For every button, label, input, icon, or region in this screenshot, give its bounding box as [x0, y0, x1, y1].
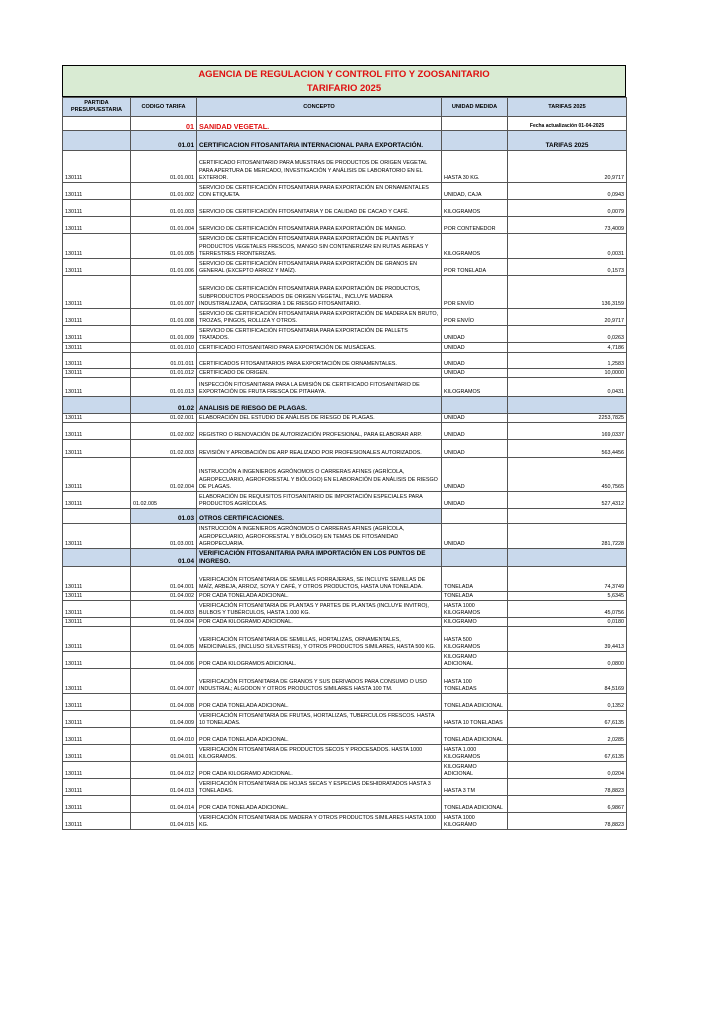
code-cell: 01.04.010: [131, 728, 197, 745]
tarifa-cell: 1,2583: [508, 353, 627, 369]
tariff-row: [63, 440, 627, 458]
code-cell: 01.02.002: [131, 423, 197, 440]
unidad-cell: UNIDAD: [442, 369, 508, 378]
code-cell: 01.04.009: [131, 711, 197, 728]
unidad-cell: KILOGRAMO: [442, 618, 508, 627]
section-name: SANIDAD VEGETAL.: [197, 117, 442, 131]
partida-cell: 130111: [63, 728, 131, 745]
tarifa-cell: 281,7228: [508, 524, 627, 549]
unidad-cell: TONELADA: [442, 592, 508, 601]
concept-cell: ELABORACIÓN DE REQUISITOS FITOSANITARIO DE IMPORTACIÓN ESPECIALES PARA PRODUCTOS AGRÍCOLAS.: [197, 492, 442, 509]
partida-cell: 130111: [63, 762, 131, 779]
subsection-code: 01.03: [131, 509, 197, 524]
concept-cell: REVISIÓN Y APROBACIÓN DE ARP REALIZADO POR PROFESIONALES AUTORIZADOS.: [197, 440, 442, 458]
subsection-tarifa: [508, 397, 627, 414]
tarifa-cell: 20,9717: [508, 151, 627, 183]
partida-cell: 130111: [63, 813, 131, 830]
code-cell: 01.04.005: [131, 627, 197, 652]
tariff-row: [63, 567, 627, 592]
tarifa-cell: 67,6135: [508, 745, 627, 762]
subsection-tarifa: [508, 509, 627, 524]
unidad-cell: UNIDAD: [442, 492, 508, 509]
tariff-row: [63, 458, 627, 492]
code-cell: 01.01.012: [131, 369, 197, 378]
concept-cell: POR CADA TONELADA ADICIONAL.: [197, 694, 442, 711]
code-cell: 01.02.003: [131, 440, 197, 458]
concept-cell: CERTIFICADO FITOSANITARIO PARA EXPORTACIÓN DE MUSÁCEAS.: [197, 343, 442, 353]
unidad-cell: TONELADA ADICIONAL: [442, 728, 508, 745]
partida-cell: 130111: [63, 745, 131, 762]
concept-cell: VERIFICACIÓN FITOSANITARIA DE FRUTAS, HORTALIZAS, TUBERCULOS FRESCOS. HASTA 10 TONELADAS.: [197, 711, 442, 728]
subsection-row: [63, 397, 627, 414]
col-tarifas-header: TARIFAS 2025: [508, 98, 627, 117]
subsection-row: [63, 131, 627, 151]
code-cell: 01.04.013: [131, 779, 197, 796]
code-cell: 01.01.011: [131, 353, 197, 369]
concept-cell: POR CADA KILOGRAMOS ADICIONAL.: [197, 652, 442, 669]
code-cell: 01.04.004: [131, 618, 197, 627]
concept-cell: POR CADA TONELADA ADICIONAL.: [197, 728, 442, 745]
unidad-cell: KILOGRAMOS: [442, 234, 508, 259]
concept-cell: INSPECCIÓN FITOSANITARIA PARA LA EMISIÓN DE CERTIFICADO FITOSANITARIO DE EXPORTACIÓN DE FRUTA FRESCA DE PITAHAYA.: [197, 378, 442, 397]
code-cell: 01.01.003: [131, 200, 197, 217]
unidad-cell: KILOGRAMO ADICIONAL: [442, 762, 508, 779]
tarifa-cell: 4,7186: [508, 343, 627, 353]
concept-cell: SERVICIO DE CERTIFICACIÓN FITOSANITARIA PARA EXPORTACIÓN DE PLANTAS Y PRODUCTOS VEGETALES FRESCOS, MANGO SIN CONTENERIZAR EN RUTAS AEREAS Y TERRESTRES FRONTERIZAS.: [197, 234, 442, 259]
code-cell: 01.01.013: [131, 378, 197, 397]
unidad-cell: KILOGRAMOS: [442, 200, 508, 217]
unidad-cell: HASTA 10 TONELADAS: [442, 711, 508, 728]
tarifa-cell: 0,0079: [508, 200, 627, 217]
partida-cell: 130111: [63, 423, 131, 440]
code-cell: 01.01.002: [131, 183, 197, 200]
tariff-row: [63, 601, 627, 618]
partida-cell: 130111: [63, 694, 131, 711]
code-cell: 01.02.001: [131, 414, 197, 423]
subsection-unidad: [442, 549, 508, 567]
tariff-row: [63, 694, 627, 711]
unidad-cell: POR ENVÍO: [442, 309, 508, 326]
unidad-cell: HASTA 500 KILOGRAMOS: [442, 627, 508, 652]
tarifa-cell: 5,6345: [508, 592, 627, 601]
tariff-row: [63, 745, 627, 762]
unidad-cell: HASTA 100 TONELADAS: [442, 669, 508, 694]
code-cell: 01.04.006: [131, 652, 197, 669]
document-header: [62, 65, 626, 97]
unidad-cell: UNIDAD: [442, 423, 508, 440]
tariff-row: [63, 326, 627, 343]
tarifa-cell: 136,3159: [508, 276, 627, 309]
tarifa-cell: 73,4009: [508, 217, 627, 234]
tarifa-cell: 6,9867: [508, 796, 627, 813]
concept-cell: POR CADA KILOGRAMO ADICIONAL.: [197, 618, 442, 627]
partida-cell: 130111: [63, 779, 131, 796]
partida-cell: 130111: [63, 592, 131, 601]
code-cell: 01.01.005: [131, 234, 197, 259]
code-cell: 01.04.003: [131, 601, 197, 618]
tariff-row: [63, 762, 627, 779]
col-concepto-header: CONCEPTO: [197, 98, 442, 117]
tarifa-cell: 0,0204: [508, 762, 627, 779]
tarifa-cell: 0,0263: [508, 326, 627, 343]
partida-cell: 130111: [63, 669, 131, 694]
subsection-row: [63, 549, 627, 567]
partida-cell: 130111: [63, 652, 131, 669]
tariff-row: [63, 423, 627, 440]
tariff-row: [63, 378, 627, 397]
subsection-title: CERTIFICACION FITOSANITARIA INTERNACIONAL PARA EXPORTACIÓN.: [197, 131, 442, 151]
partida-cell: 130111: [63, 414, 131, 423]
partida-cell: 130111: [63, 711, 131, 728]
document-subtitle: TARIFARIO 2025: [306, 83, 382, 94]
tarifa-cell: 450,7565: [508, 458, 627, 492]
section-row: [63, 117, 627, 131]
code-cell: 01.04.002: [131, 592, 197, 601]
subsection-title: VERIFICACIÓN FITOSANITARIA PARA IMPORTACIÓN EN LOS PUNTOS DE INGRESO.: [197, 549, 442, 567]
partida-cell: 130111: [63, 353, 131, 369]
tariff-row: [63, 259, 627, 276]
concept-cell: VERIFICACIÓN FITOSANITARIA DE HOJAS SECAS Y ESPECIAS DESHIDRATADOS HASTA 3 TONELADAS.: [197, 779, 442, 796]
code-cell: 01.01.008: [131, 309, 197, 326]
tariff-row: [63, 779, 627, 796]
partida-cell: 130111: [63, 151, 131, 183]
document-title: AGENCIA DE REGULACION Y CONTROL FITO Y ZOOSANITARIO: [198, 69, 490, 80]
concept-cell: CERTIFICADOS FITOSANITARIOS PARA EXPORTACIÓN DE ORNAMENTALES.: [197, 353, 442, 369]
tariff-row: [63, 414, 627, 423]
unidad-cell: KILOGRAMOS: [442, 378, 508, 397]
unidad-cell: UNIDAD: [442, 458, 508, 492]
unidad-cell: POR TONELADA: [442, 259, 508, 276]
tariff-row: [63, 183, 627, 200]
unidad-cell: TONELADA ADICIONAL: [442, 694, 508, 711]
col-codigo-header: CODIGO TARIFA: [131, 98, 197, 117]
subsection-partida: [63, 509, 131, 524]
unidad-cell: POR CONTENEDOR: [442, 217, 508, 234]
tarifa-cell: 78,8823: [508, 813, 627, 830]
concept-cell: CERTIFICADO FITOSANITARIO PARA MUESTRAS DE PRODUCTOS DE ORIGEN VEGETAL PARA APERTURA DE MERCADO, INVESTIGACIÓN Y ANÁLISIS DE LABORATORIO EN EL EXTERIOR.: [197, 151, 442, 183]
code-cell: 01.04.001: [131, 567, 197, 592]
subsection-title: ANALISIS DE RIESGO DE PLAGAS.: [197, 397, 442, 414]
unidad-cell: POR ENVÍO: [442, 276, 508, 309]
tariff-row: [63, 652, 627, 669]
concept-cell: SERVICIO DE CERTIFICACIÓN FITOSANITARIA PARA EXPORTACIÓN DE MANGO.: [197, 217, 442, 234]
unidad-cell: KILOGRAMO ADICIONAL: [442, 652, 508, 669]
tarifa-cell: 10,0000: [508, 369, 627, 378]
concept-cell: SERVICIO DE CERTIFICACIÓN FITOSANITARIA PARA EXPORTACIÓN DE PALLETS TRATADOS.: [197, 326, 442, 343]
tariff-row: [63, 728, 627, 745]
concept-cell: INSTRUCCIÓN A INGENIEROS AGRÓNOMOS O CARRERAS AFINES (AGRÍCOLA, AGROPECUARIO, AGROFORESTAL Y BIÓLOGO) EN ELABORACIÓN DE ANÁLISIS DE RIESGO DE PLAGAS.: [197, 458, 442, 492]
tariff-row: [63, 309, 627, 326]
partida-cell: 130111: [63, 326, 131, 343]
concept-cell: INSTRUCCIÓN A INGENIEROS AGRÓNOMOS O CARRERAS AFINES (AGRÍCOLA, AGROPECUARIO, AGROFORESTAL Y BIÓLOGO) EN TEMAS DE FITOSANIDAD AGROPECUARIA.: [197, 524, 442, 549]
tarifa-cell: 0,1573: [508, 259, 627, 276]
tariff-row: [63, 796, 627, 813]
tarifa-cell: 84,5169: [508, 669, 627, 694]
col-unidad-header: UNIDAD MEDIDA: [442, 98, 508, 117]
subsection-code: 01.02: [131, 397, 197, 414]
subsection-code: 01.04: [131, 549, 197, 567]
tariff-row: [63, 618, 627, 627]
subsection-unidad: [442, 397, 508, 414]
subsection-unidad: [442, 131, 508, 151]
col-partida-header: PARTIDA PRESUPUESTARIA: [63, 98, 131, 117]
concept-cell: POR CADA TONELADA ADICIONAL.: [197, 592, 442, 601]
unidad-cell: UNIDAD: [442, 343, 508, 353]
subsection-tarifa: [508, 549, 627, 567]
subsection-title: OTROS CERTIFICACIONES.: [197, 509, 442, 524]
tarifa-cell: 0,0180: [508, 618, 627, 627]
subsection-unidad: [442, 509, 508, 524]
partida-cell: 130111: [63, 276, 131, 309]
tariff-row: [63, 234, 627, 259]
concept-cell: VERIFICACIÓN FITOSANITARIA DE SEMILLAS FORRAJERAS, SE INCLUYE SEMILLAS DE MAÍZ, ARBEJA, ARROZ, SOYA Y CAFÉ, Y OTROS PRODUCTOS, HASTA UNA TONELADA.: [197, 567, 442, 592]
tariff-row: [63, 151, 627, 183]
partida-cell: 130111: [63, 259, 131, 276]
subsection-code: 01.01: [131, 131, 197, 151]
tarifa-cell: 0,0031: [508, 234, 627, 259]
tariff-row: [63, 200, 627, 217]
tariff-sheet: [62, 65, 626, 830]
unidad-cell: UNIDAD: [442, 440, 508, 458]
partida-cell: 130111: [63, 200, 131, 217]
tariff-table: [62, 97, 627, 830]
concept-cell: REGISTRO O RENOVACIÓN DE AUTORIZACIÓN PROFESIONAL, PARA ELABORAR ARP.: [197, 423, 442, 440]
unidad-cell: HASTA 1.000 KILOGRAMOS: [442, 745, 508, 762]
partida-cell: 130111: [63, 524, 131, 549]
concept-cell: VERIFICACIÓN FITOSANITARIA DE MADERA Y OTROS PRODUCTOS SIMILARES HASTA 1000 KG.: [197, 813, 442, 830]
partida-cell: 130111: [63, 369, 131, 378]
code-cell: 01.04.007: [131, 669, 197, 694]
concept-cell: SERVICIO DE CERTIFICACIÓN FITOSANITARIA PARA EXPORTACIÓN DE GRANOS EN GENERAL (EXCEPTO ARROZ Y MAÍZ).: [197, 259, 442, 276]
tarifa-cell: 2,0285: [508, 728, 627, 745]
tariff-row: [63, 276, 627, 309]
partida-cell: 130111: [63, 378, 131, 397]
tariff-row: [63, 711, 627, 728]
unidad-cell: TONELADA: [442, 567, 508, 592]
code-cell: 01.04.012: [131, 762, 197, 779]
concept-cell: POR CADA KILOGRAMO ADICIONAL.: [197, 762, 442, 779]
tariff-row: [63, 627, 627, 652]
concept-cell: VERIFICACIÓN FITOSANITARIA DE GRANOS Y SUS DERIVADOS PARA CONSUMO O USO INDUSTRIAL; ALGODON Y OTROS PRODUCTOS SIMILARES HASTA 100 TM.: [197, 669, 442, 694]
concept-cell: VERIFICACIÓN FITOSANITARIA DE SEMILLAS, HORTALIZAS, ORNAMENTALES, MEDICINALES, (INCLUSO SILVESTRES), Y OTROS PRODUCTOS SIMILARES, HASTA 500 KG.: [197, 627, 442, 652]
code-cell: 01.01.010: [131, 343, 197, 353]
tarifa-cell: 20,9717: [508, 309, 627, 326]
concept-cell: SERVICIO DE CERTIFICACIÓN FITOSANITARIA Y DE CALIDAD DE CACAO Y CAFÉ.: [197, 200, 442, 217]
unidad-cell: HASTA 1000 KILOGRAMOS: [442, 601, 508, 618]
partida-cell: 130111: [63, 601, 131, 618]
column-header-row: [63, 98, 627, 117]
tarifa-cell: 39,4413: [508, 627, 627, 652]
subsection-tarifa: TARIFAS 2025: [508, 131, 627, 151]
subsection-partida: [63, 131, 131, 151]
code-cell: 01.02.005: [131, 492, 197, 509]
tarifa-cell: 74,3749: [508, 567, 627, 592]
code-cell: 01.04.014: [131, 796, 197, 813]
tarifa-cell: 0,0800: [508, 652, 627, 669]
tariff-row: [63, 343, 627, 353]
code-cell: 01.04.008: [131, 694, 197, 711]
tarifa-cell: 2253,7825: [508, 414, 627, 423]
tarifa-cell: 0,0943: [508, 183, 627, 200]
code-cell: 01.01.001: [131, 151, 197, 183]
concept-cell: ELABORACIÓN DEL ESTUDIO DE ANÁLISIS DE RIESGO DE PLAGAS.: [197, 414, 442, 423]
concept-cell: SERVICIO DE CERTIFICACIÓN FITOSANITARIA PARA EXPORTACIÓN DE PRODUCTOS, SUBPRODUCTOS PROCESADOS DE ORIGEN VEGETAL, INCLUYE MADERA INDUSTRIALIZADA, CATEGORIA 1 DE RIESGO FITOSANITARIO.: [197, 276, 442, 309]
code-cell: 01.04.011: [131, 745, 197, 762]
unidad-cell: HASTA 1000 KILOGRÁMO: [442, 813, 508, 830]
concept-cell: POR CADA TONELADA ADICIONAL.: [197, 796, 442, 813]
partida-cell: 130111: [63, 234, 131, 259]
subsection-partida: [63, 397, 131, 414]
unidad-cell: HASTA 30 KG.: [442, 151, 508, 183]
section-code: 01: [131, 117, 197, 131]
partida-cell: 130111: [63, 567, 131, 592]
partida-cell: 130111: [63, 343, 131, 353]
tariff-row: [63, 353, 627, 369]
tariff-row: [63, 217, 627, 234]
partida-cell: 130111: [63, 796, 131, 813]
tariff-row: [63, 592, 627, 601]
concept-cell: SERVICIO DE CERTIFICACIÓN FITOSANITARIA PARA EXPORTACIÓN DE MADERA EN BRUTO, TROZAS, PINGOS, ROLLIZA Y OTROS.: [197, 309, 442, 326]
tarifa-cell: 527,4312: [508, 492, 627, 509]
tarifa-cell: 78,8823: [508, 779, 627, 796]
code-cell: 01.02.004: [131, 458, 197, 492]
concept-cell: VERIFICACIÓN FITOSANITARIA DE PLANTAS Y PARTES DE PLANTAS (INCLUYE INVITRO), BULBOS Y TUBÉRCULOS, HASTA 1.000 KG.: [197, 601, 442, 618]
code-cell: 01.04.015: [131, 813, 197, 830]
update-date-note: Fecha actualización 01-04-2025: [508, 117, 627, 131]
tarifa-cell: 563,4456: [508, 440, 627, 458]
unidad-cell: UNIDAD: [442, 414, 508, 423]
partida-cell: 130111: [63, 618, 131, 627]
concept-cell: CERTIFICADO DE ORIGEN.: [197, 369, 442, 378]
concept-cell: SERVICIO DE CERTIFICACIÓN FITOSANITARIA PARA EXPORTACIÓN EN ORNAMENTALES CON ETIQUETA.: [197, 183, 442, 200]
subsection-partida: [63, 549, 131, 567]
tariff-row: [63, 669, 627, 694]
tariff-row: [63, 524, 627, 549]
code-cell: 01.01.004: [131, 217, 197, 234]
partida-cell: 130111: [63, 458, 131, 492]
concept-cell: VERIFICACIÓN FITOSANITARIA DE PRODUCTOS SECOS Y PROCESADOS. HASTA 1000 KILOGRAMOS.: [197, 745, 442, 762]
code-cell: 01.03.001: [131, 524, 197, 549]
partida-cell: 130111: [63, 440, 131, 458]
partida-cell: 130111: [63, 183, 131, 200]
tarifa-cell: 0,0431: [508, 378, 627, 397]
code-cell: 01.01.007: [131, 276, 197, 309]
unidad-cell: UNIDAD, CAJA: [442, 183, 508, 200]
code-cell: 01.01.006: [131, 259, 197, 276]
unidad-cell: UNIDAD: [442, 524, 508, 549]
partida-cell: 130111: [63, 627, 131, 652]
unidad-cell: TONELADA ADICIONAL: [442, 796, 508, 813]
partida-cell: 130111: [63, 492, 131, 509]
tarifa-cell: 67,6135: [508, 711, 627, 728]
tariff-row: [63, 369, 627, 378]
tariff-row: [63, 813, 627, 830]
partida-cell: 130111: [63, 309, 131, 326]
unidad-cell: UNIDAD: [442, 326, 508, 343]
code-cell: 01.01.009: [131, 326, 197, 343]
unidad-cell: HASTA 3 TM: [442, 779, 508, 796]
partida-cell: 130111: [63, 217, 131, 234]
tariff-row: [63, 492, 627, 509]
unidad-cell: UNIDAD: [442, 353, 508, 369]
tarifa-cell: 45,0756: [508, 601, 627, 618]
tarifa-cell: 0,1352: [508, 694, 627, 711]
subsection-row: [63, 509, 627, 524]
tarifa-cell: 169,0337: [508, 423, 627, 440]
